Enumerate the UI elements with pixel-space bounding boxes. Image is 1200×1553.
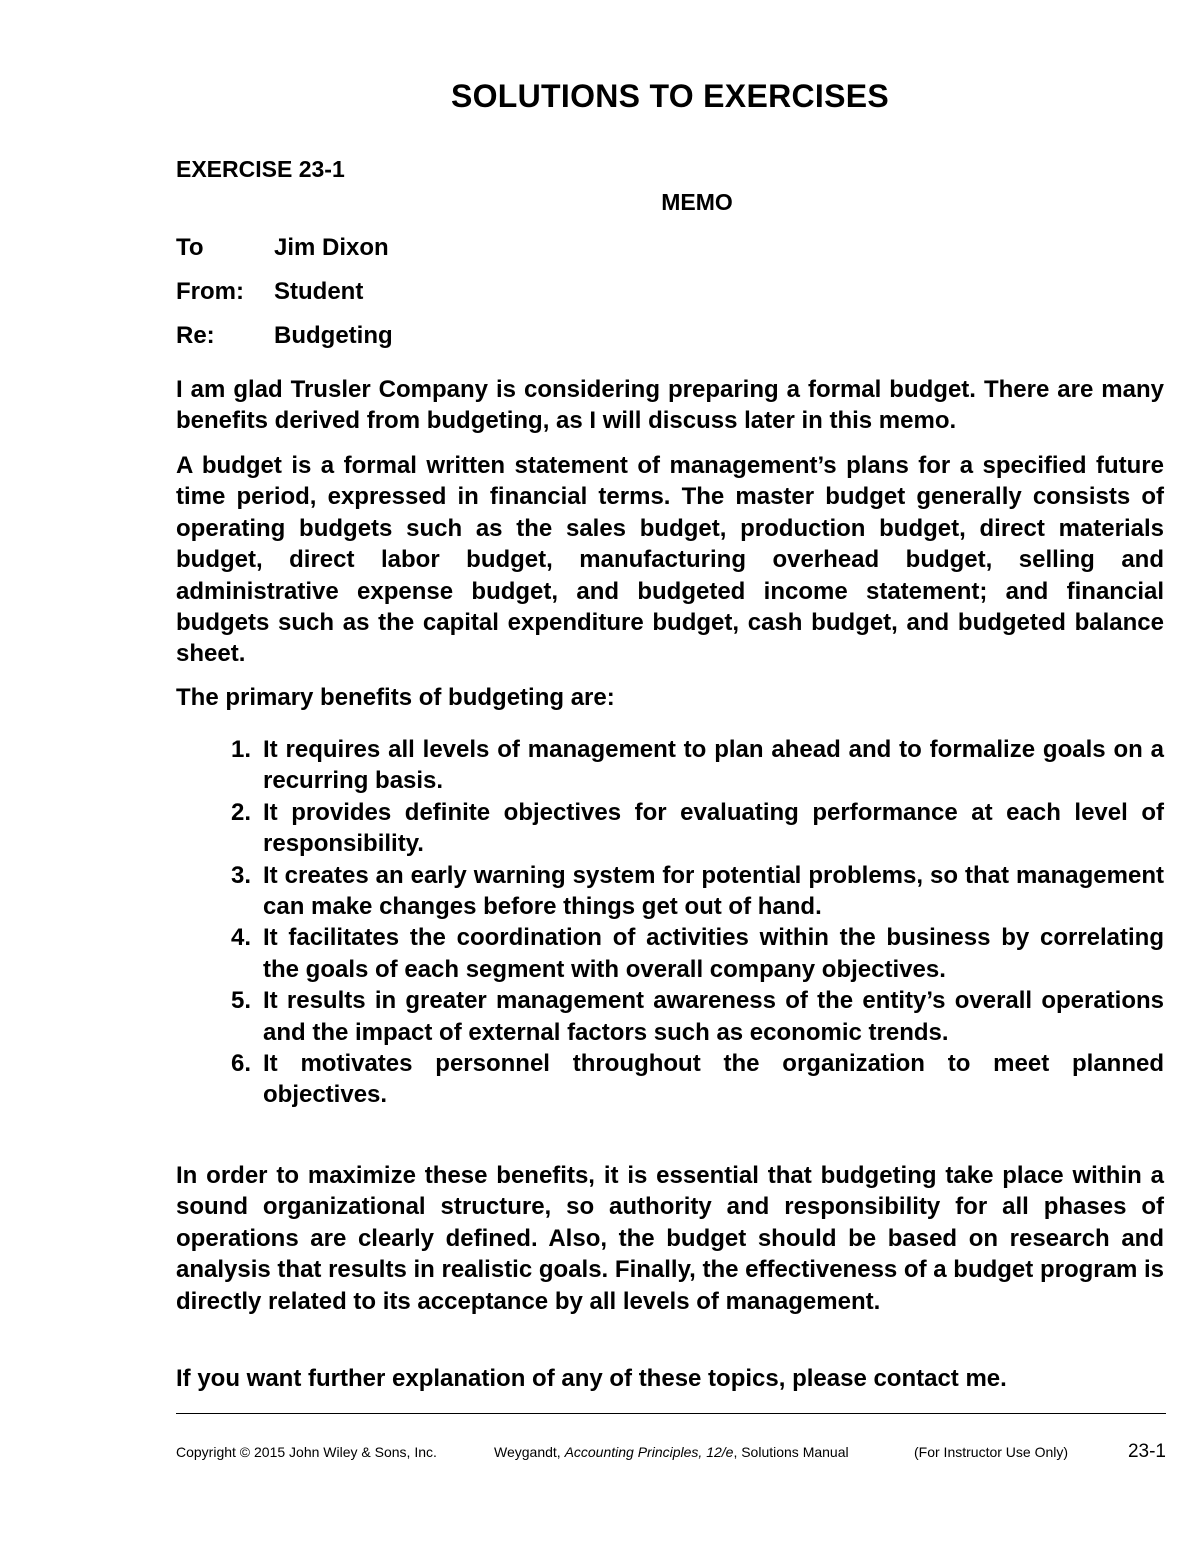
memo-to-value: Jim Dixon (274, 234, 389, 261)
list-item-number: 2. (231, 798, 252, 826)
list-item-number: 4. (231, 924, 252, 952)
memo-re-label: Re: (176, 322, 215, 349)
list-item-text: It facilitates the coordination of activities within the business by correlating the goals of each segment with overall company objectives. (263, 924, 1164, 983)
list-item (231, 797, 1164, 860)
page-footer (176, 1441, 1166, 1463)
footer-usage-note: (For Instructor Use Only) (914, 1444, 1069, 1460)
footer-citation (494, 1444, 914, 1460)
list-item-text: It motivates personnel throughout the organization to meet planned objectives. (263, 1050, 1164, 1109)
memo-to-label: To (176, 234, 204, 261)
memo-paragraph-benefits-lead: The primary benefits of budgeting are: (176, 684, 615, 711)
memo-from-label: From: (176, 278, 244, 305)
memo-paragraph-maximize: In order to maximize these benefits, it is essential that budgeting take place within a sound organizational structure, so authority and responsibility for all phases of operations are clearly defined. Also, the budget should be based on research and analysis that results in realistic goals. Finally, the effectiveness of a budget program is directly related to its acceptance by all levels of management. (176, 1162, 1164, 1315)
memo-re-value: Budgeting (274, 322, 393, 349)
list-item-text: It requires all levels of management to plan ahead and to formalize goals on a recurring basis. (263, 736, 1164, 795)
list-item (231, 860, 1164, 923)
list-item-number: 3. (231, 861, 252, 889)
page-number: 23-1 (1127, 1441, 1166, 1462)
footer-citation-title: Accounting Principles, 12/e (564, 1444, 734, 1460)
footer-citation-author: Weygandt, (494, 1444, 565, 1460)
list-item (231, 734, 1164, 797)
footer-copyright: Copyright © 2015 John Wiley & Sons, Inc. (176, 1444, 437, 1460)
memo-paragraph-intro: I am glad Trusler Company is considering preparing a formal budget. There are many benefits derived from budgeting, as I will discuss later in this memo. (176, 376, 1164, 435)
exercise-heading: EXERCISE 23-1 (176, 156, 345, 182)
list-item (231, 922, 1164, 985)
list-item-number: 1. (231, 736, 252, 763)
footer-divider (176, 1413, 1166, 1414)
list-item-text: It results in greater management awareness of the entity’s overall operations and the impact of external factors such as economic trends. (263, 987, 1164, 1046)
memo-re-row (176, 322, 393, 350)
list-item (231, 1048, 1164, 1111)
benefits-list (231, 734, 1164, 1111)
memo-paragraph-definition: A budget is a formal written statement of management’s plans for a specified future time period, expressed in financial terms. The master budget generally consists of operating budgets such as the sales budget, production budget, direct materials budget, direct labor budget, manufacturing overhead budget, selling and administrative expense budget, and budgeted income statement; and financial budgets such as the capital expenditure budget, cash budget, and budgeted balance sheet. (176, 452, 1164, 668)
footer-citation-rest: , Solutions Manual (733, 1444, 849, 1460)
list-item (231, 985, 1164, 1048)
memo-from-value: Student (274, 278, 364, 305)
list-item-text: It creates an early warning system for potential problems, so that management can make changes before things get out of hand. (263, 861, 1164, 921)
memo-heading: MEMO (661, 189, 733, 215)
list-item-number: 5. (231, 987, 252, 1015)
memo-paragraph-contact: If you want further explanation of any of these topics, please contact me. (176, 1365, 1007, 1392)
page-title: SOLUTIONS TO EXERCISES (450, 78, 890, 114)
memo-to-row (176, 234, 389, 262)
list-item-number: 6. (231, 1050, 252, 1078)
memo-from-row (176, 278, 363, 306)
list-item-text: It provides definite objectives for evaluating performance at each level of responsibility. (263, 798, 1164, 858)
